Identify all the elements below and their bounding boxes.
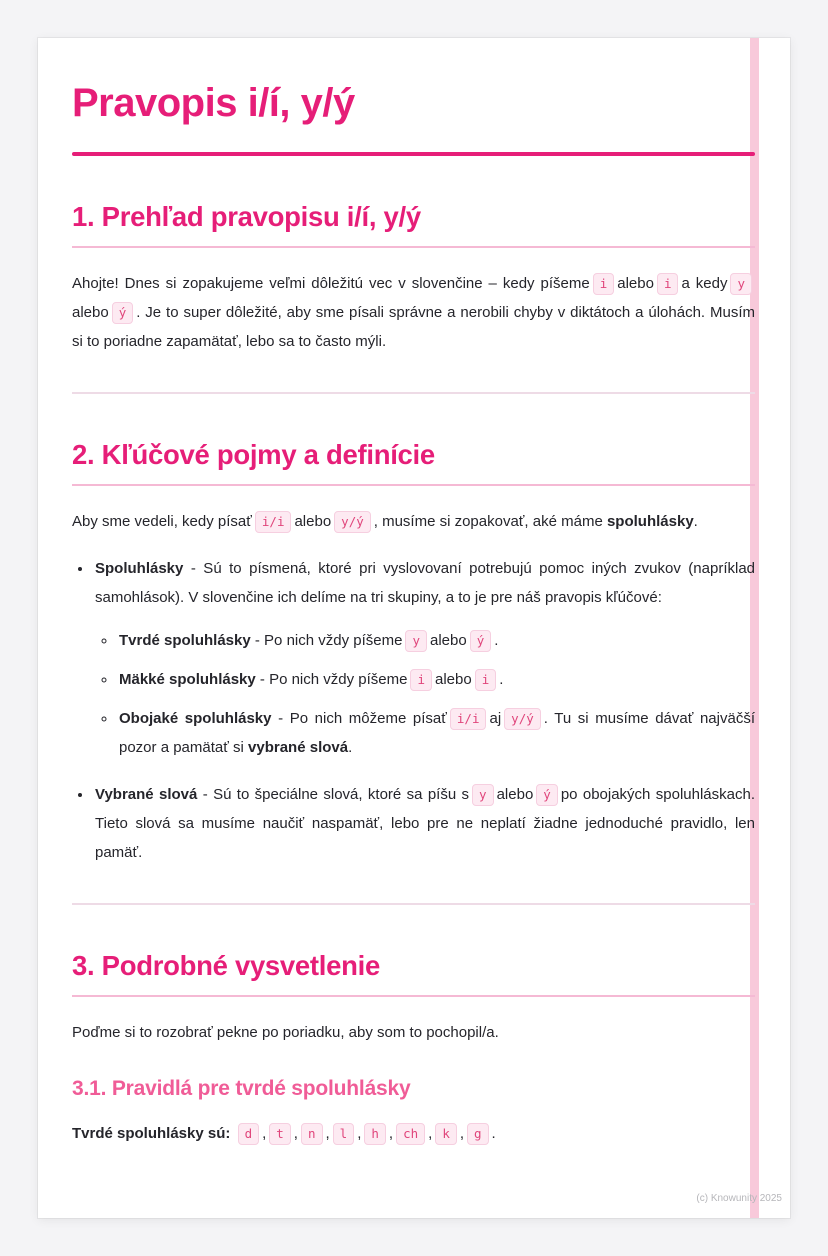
section-detailed-explanation-paragraph: Poďme si to rozobrať pekne po poriadku, aby som to pochopil/a. (72, 1024, 499, 1041)
inline-code-token: n (301, 1123, 323, 1145)
section-divider-1 (72, 392, 755, 394)
hard-consonants-line: Tvrdé spoluhlásky sú: d , t , n , l , h , ch , k , g . (72, 1119, 755, 1148)
inline-code-token: l (333, 1123, 355, 1145)
inline-code-token: y (730, 273, 752, 295)
inline-code-token: h (364, 1123, 386, 1145)
inline-code-token: y/ý (334, 511, 371, 533)
document-page (38, 38, 790, 1218)
section-detailed-explanation-heading: 3. Podrobné vysvetlenie (72, 950, 380, 981)
inline-code-token: ý (112, 302, 134, 324)
page-content (38, 38, 790, 1218)
inline-code-token: i (410, 669, 432, 691)
bold-text: Obojaké spoluhlásky (119, 710, 272, 727)
list-item-selected-words: • Vybrané slová - Sú to špeciálne slová, ktoré sa píšu s y alebo ý po obojakých spoluhláskach. Tieto slová sa musíme naučiť naspamäť, lebo pre ne neplatí žiadne jednoduché pravidlo, len pamäť. (93, 780, 755, 867)
bold-text: Vybrané slová (95, 786, 198, 803)
section-key-concepts (72, 438, 755, 867)
title-rule (72, 152, 755, 156)
bold-text: spoluhlásky (606, 513, 694, 530)
inline-code-token: i/i (450, 708, 487, 730)
section-overview-paragraph: Ahojte! Dnes si zopakujeme veľmi dôležitú vec v slovenčine – kedy píšeme i alebo i a kedy yalebo ý . Je to super dôležité, aby sme písali správne a nerobili chyby v diktátoch a úlohách. Musím si to poriadne zapamätať, lebo sa to často mýli. (72, 275, 755, 350)
inline-code-token: y (405, 630, 427, 652)
inline-code-token: t (269, 1123, 291, 1145)
section-detailed-explanation-underline (72, 995, 755, 997)
section-key-concepts-paragraph: Aby sme vedeli, kedy písať i/i alebo y/ý , musíme si zopakovať, aké máme spoluhlásky. (72, 507, 755, 536)
list-item-soft-consonants: ◦ Mäkké spoluhlásky - Po nich vždy píšeme i alebo i . (117, 665, 755, 694)
copyright-footer: (c) Knowunity 2025 (696, 1193, 782, 1204)
inline-code-token: i (475, 669, 497, 691)
bold-text: Tvrdé spoluhlásky (119, 632, 251, 649)
inline-code-token: g (467, 1123, 489, 1145)
list-item-hard-consonants: ◦ Tvrdé spoluhlásky - Po nich vždy píšeme y alebo ý . (117, 626, 755, 655)
bold-text: Tvrdé spoluhlásky sú: (72, 1125, 231, 1142)
inline-code-token: y (472, 784, 494, 806)
section-key-concepts-heading: 2. Kľúčové pojmy a definície (72, 439, 435, 470)
consonant-types-list (95, 626, 755, 762)
list-item-ambiguous-consonants: ◦ Obojaké spoluhlásky - Po nich môžeme písať i/i aj y/ý . Tu si musíme dávať najväčší pozor a pamätať si vybrané slová. (117, 704, 755, 762)
bold-text: vybrané slová (248, 739, 349, 756)
subsection-hard-consonant-rules-heading: 3.1. Pravidlá pre tvrdé spoluhlásky (72, 1077, 411, 1100)
inline-code-token: i (657, 273, 679, 295)
section-overview-underline (72, 246, 755, 248)
section-key-concepts-underline (72, 484, 755, 486)
concept-list (72, 554, 755, 867)
inline-code-token: ý (536, 784, 558, 806)
inline-code-token: ý (470, 630, 492, 652)
section-overview (72, 200, 755, 356)
inline-code-token: i/i (255, 511, 292, 533)
list-item-text: • Spoluhlásky - Sú to písmená, ktoré pri vyslovovaní potrebujú pomoc iných zvukov (napríklad samohlások). V slovenčine ich delíme na tri skupiny, a to je pre náš pravopis kľúčové: (95, 560, 755, 606)
bold-text: Spoluhlásky (95, 560, 184, 577)
bold-text: Mäkké spoluhlásky (119, 671, 256, 688)
section-overview-heading: 1. Prehľad pravopisu i/í, y/ý (72, 201, 421, 232)
list-item-consonants (93, 554, 755, 762)
inline-code-token: d (238, 1123, 260, 1145)
inline-code-token: i (593, 273, 615, 295)
inline-code-token: y/ý (504, 708, 541, 730)
section-detailed-explanation (72, 949, 755, 1148)
page-title: Pravopis i/í, y/ý (72, 81, 355, 125)
inline-code-token: k (435, 1123, 457, 1145)
section-divider-2 (72, 903, 755, 905)
inline-code-token: ch (396, 1123, 425, 1145)
